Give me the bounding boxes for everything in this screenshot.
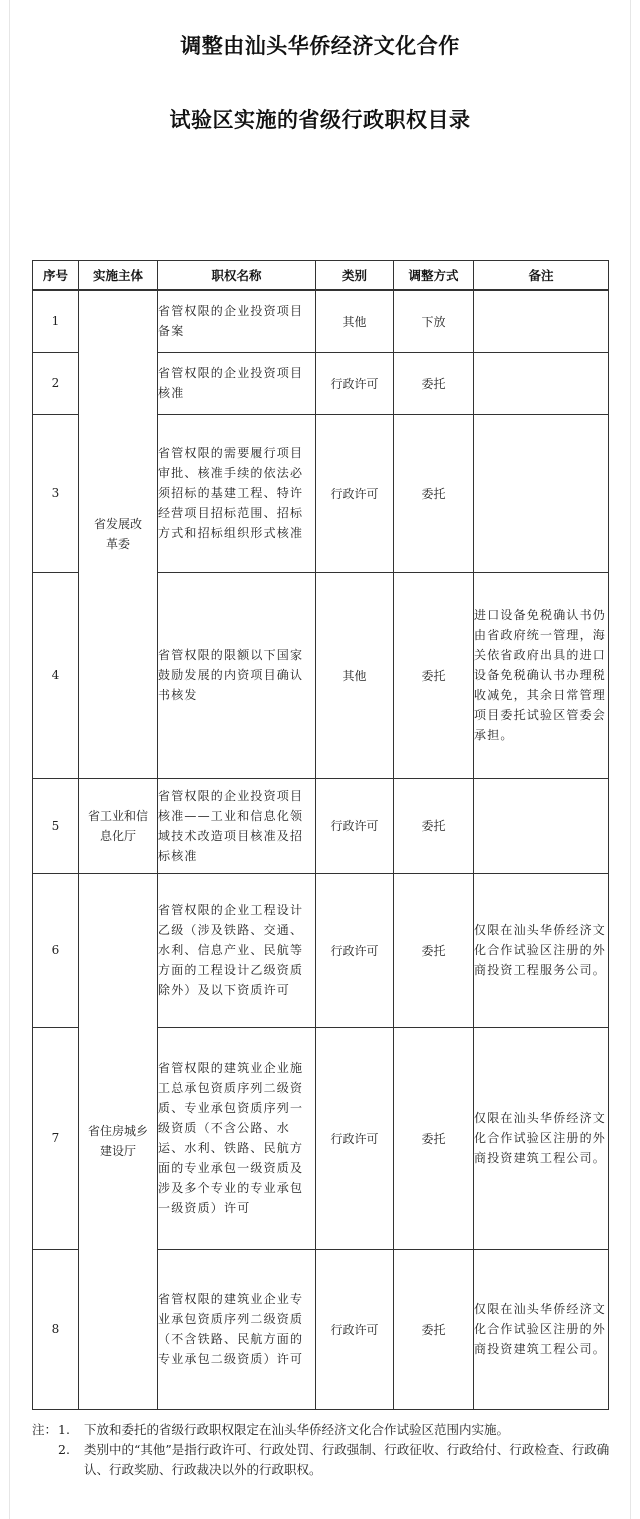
remark: 进口设备免税确认书仍由省政府统一管理，海关依省政府出具的进口设备免税确认书办理税收减免，其余日常管理项目委托试验区管委会承担。 (474, 572, 609, 778)
row-number: 2 (33, 352, 79, 414)
power-name: 省管权限的建筑业企业施工总承包资质序列二级资质、专业承包资质序列一级资质（不含公路、水运、水利、铁路、民航方面的专业承包一级资质及涉及多个专业的专业承包一级资质）许可 (158, 1027, 316, 1249)
agency-name: 省发展改革委 (94, 517, 143, 552)
row-number: 3 (33, 414, 79, 572)
footnote-prefix: 注： (32, 1422, 58, 1437)
power-name: 省管权限的需要履行项目审批、核准手续的依法必须招标的基建工程、特许经营项目招标范围、招标方式和招标组织形式核准 (158, 414, 316, 572)
agency-name: 省住房城乡建设厅 (88, 1124, 149, 1158)
header-power-name: 职权名称 (158, 261, 316, 291)
footnotes (32, 1420, 612, 1480)
power-name: 省管权限的限额以下国家鼓励发展的内资项目确认书核发 (158, 572, 316, 778)
row-number: 5 (33, 778, 79, 873)
remark (474, 352, 609, 414)
row-number: 7 (33, 1027, 79, 1249)
table-row (33, 290, 609, 352)
table-header-row (33, 261, 609, 291)
power-name: 省管权限的企业投资项目核准——工业和信息化领域技术改造项目核准及招标核准 (158, 778, 316, 873)
category: 行政许可 (316, 778, 394, 873)
row-number: 8 (33, 1249, 79, 1409)
remark: 仅限在汕头华侨经济文化合作试验区注册的外商投资建筑工程公司。 (474, 1249, 609, 1409)
footnote-index: 1. (58, 1422, 70, 1437)
category: 行政许可 (316, 352, 394, 414)
category: 行政许可 (316, 1249, 394, 1409)
header-adjust-mode: 调整方式 (394, 261, 474, 291)
category: 其他 (316, 572, 394, 778)
page-edge-right (630, 0, 631, 1519)
agency-cell (79, 873, 158, 1409)
header-category: 类别 (316, 261, 394, 291)
power-name: 省管权限的企业工程设计乙级（涉及铁路、交通、水利、信息产业、民航等方面的工程设计乙级资质除外）及以下资质许可 (158, 873, 316, 1027)
adjust-mode: 下放 (394, 290, 474, 352)
adjust-mode: 委托 (394, 414, 474, 572)
adjust-mode: 委托 (394, 778, 474, 873)
row-number: 6 (33, 873, 79, 1027)
category: 其他 (316, 290, 394, 352)
agency-cell (79, 778, 158, 873)
category: 行政许可 (316, 873, 394, 1027)
document-title-line-1: 调整由汕头华侨经济文化合作 (180, 34, 460, 58)
adjust-mode: 委托 (394, 572, 474, 778)
table-row (33, 778, 609, 873)
power-catalog-table (32, 260, 609, 1410)
footnote-index: 2. (58, 1442, 70, 1457)
page-edge-left (9, 0, 10, 1519)
footnote-item (32, 1420, 612, 1440)
remark (474, 778, 609, 873)
power-name: 省管权限的企业投资项目备案 (158, 290, 316, 352)
remark: 仅限在汕头华侨经济文化合作试验区注册的外商投资建筑工程公司。 (474, 1027, 609, 1249)
remark (474, 414, 609, 572)
remark: 仅限在汕头华侨经济文化合作试验区注册的外商投资工程服务公司。 (474, 873, 609, 1027)
row-number: 1 (33, 290, 79, 352)
agency-cell (79, 290, 158, 778)
header-agency: 实施主体 (79, 261, 158, 291)
agency-name: 省工业和信息化厅 (88, 808, 149, 843)
adjust-mode: 委托 (394, 1249, 474, 1409)
power-name: 省管权限的企业投资项目核准 (158, 352, 316, 414)
footnote-text: 下放和委托的省级行政职权限定在汕头华侨经济文化合作试验区范围内实施。 (84, 1422, 510, 1437)
footnote-item (32, 1440, 612, 1480)
footnote-text: 类别中的“其他”是指行政许可、行政处罚、行政强制、行政征收、行政给付、行政检查、行政确认、行政奖励、行政裁决以外的行政职权。 (84, 1442, 610, 1477)
adjust-mode: 委托 (394, 873, 474, 1027)
row-number: 4 (33, 572, 79, 778)
adjust-mode: 委托 (394, 1027, 474, 1249)
power-name: 省管权限的建筑业企业专业承包资质序列二级资质（不含铁路、民航方面的专业承包二级资质）许可 (158, 1249, 316, 1409)
header-index: 序号 (33, 261, 79, 291)
category: 行政许可 (316, 414, 394, 572)
remark (474, 290, 609, 352)
category: 行政许可 (316, 1027, 394, 1249)
table-row (33, 873, 609, 1027)
document-title-line-2: 试验区实施的省级行政职权目录 (169, 108, 471, 132)
adjust-mode: 委托 (394, 352, 474, 414)
header-remarks: 备注 (474, 261, 609, 291)
